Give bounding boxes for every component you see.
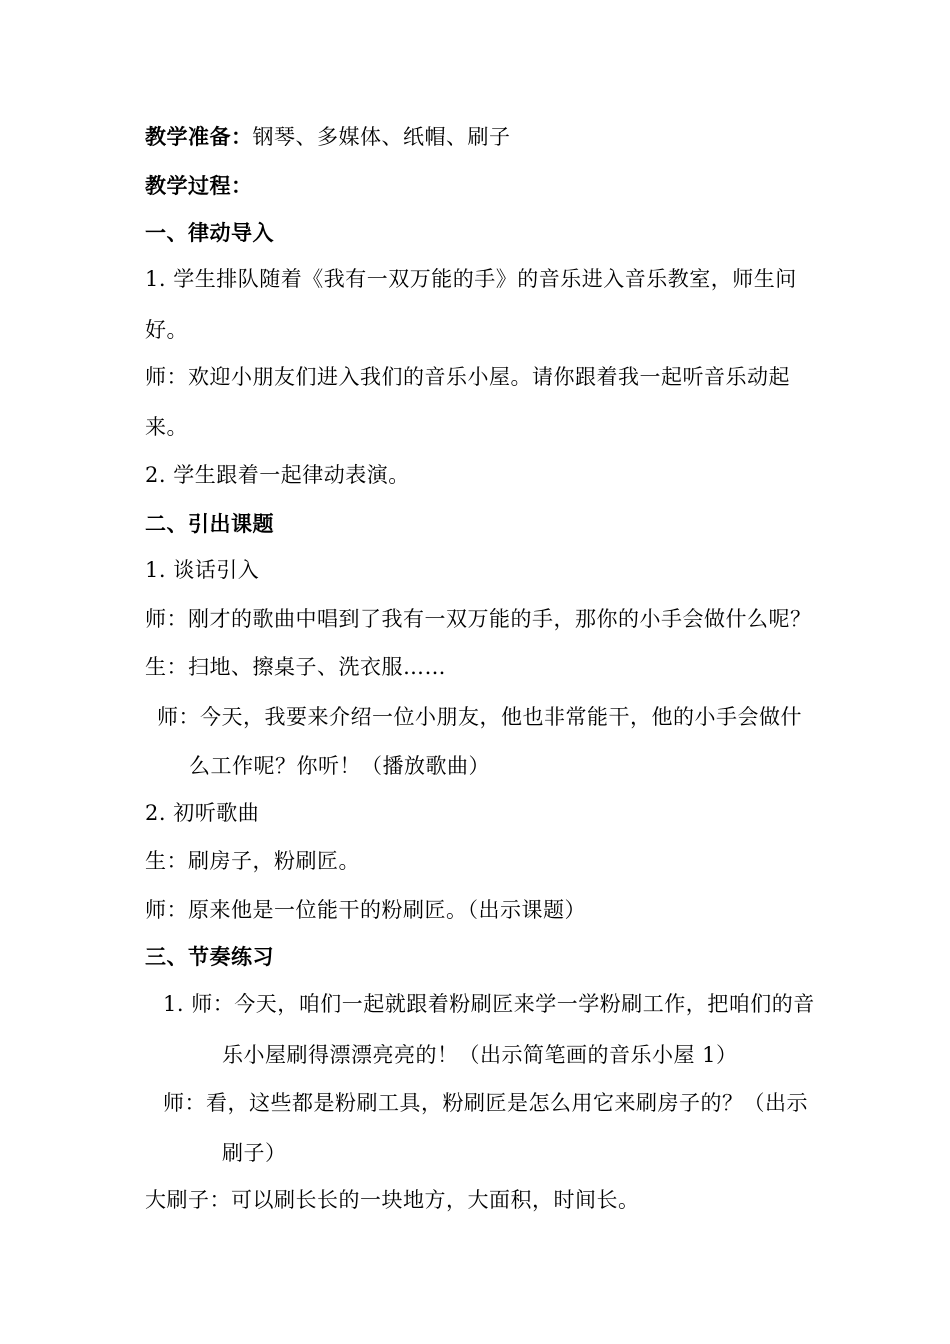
prep-label: 教学准备： xyxy=(145,124,253,149)
section2-p1: 1. 谈话引入 xyxy=(145,558,260,582)
section1-p1-line1: 1. 学生排队随着《我有一双万能的手》的音乐进入音乐教室，师生问 xyxy=(145,267,797,291)
section3-heading: 三、节奏练习 xyxy=(145,944,274,969)
section2-p5: 2. 初听歌曲 xyxy=(145,801,260,825)
section2-p2: 师：刚才的歌曲中唱到了我有一双万能的手，那你的小手会做什么呢？ xyxy=(145,607,812,631)
section1-p3: 2. 学生跟着一起律动表演。 xyxy=(145,463,410,487)
section2-p7: 师：原来他是一位能干的粉刷匠。（出示课题） xyxy=(145,898,586,922)
section1-heading: 一、律动导入 xyxy=(145,220,274,245)
section2-p4-line1: 师：今天，我要来介绍一位小朋友，他也非常能干，他的小手会做什 xyxy=(157,705,802,729)
section3-p2-line2: 刷子） xyxy=(222,1141,287,1165)
section3-p3: 大刷子：可以刷长长的一块地方，大面积，时间长。 xyxy=(145,1188,640,1212)
section2-p4-line2: 么工作呢？你听！（播放歌曲） xyxy=(189,754,490,778)
section3-p1-line1: 1. 师：今天，咱们一起就跟着粉刷匠来学一学粉刷工作，把咱们的音 xyxy=(163,992,815,1016)
section2-heading: 二、引出课题 xyxy=(145,511,274,536)
section3-p2-line1: 师：看，这些都是粉刷工具，粉刷匠是怎么用它来刷房子的？（出示 xyxy=(163,1091,808,1115)
section3-p1-line2: 乐小屋刷得漂漂亮亮的！（出示简笔画的音乐小屋 1） xyxy=(222,1043,738,1067)
prep-text: 钢琴、多媒体、纸帽、刷子 xyxy=(252,125,511,149)
prep-line xyxy=(145,123,511,151)
section2-p6: 生：刷房子，粉刷匠。 xyxy=(145,849,360,873)
section1-p2-line1: 师：欢迎小朋友们进入我们的音乐小屋。请你跟着我一起听音乐动起 xyxy=(145,365,790,389)
section2-p3: 生：扫地、擦桌子、洗衣服…… xyxy=(145,655,446,679)
process-label: 教学过程： xyxy=(145,173,253,198)
section1-p2-line2: 来。 xyxy=(145,415,188,439)
section1-p1-line2: 好。 xyxy=(145,318,188,342)
